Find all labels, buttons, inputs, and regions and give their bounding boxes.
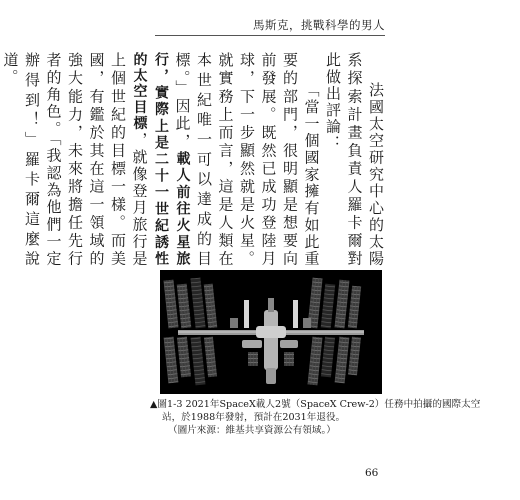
iss-illustration xyxy=(160,270,382,394)
radiator-left xyxy=(244,300,249,328)
figure-caption xyxy=(150,398,481,437)
running-title: 馬斯克，挑戰科學的男人 xyxy=(253,18,385,32)
page-number: 66 xyxy=(365,467,379,479)
caption-line-2: 站，於1988年發射，預計在2031年退役。 xyxy=(162,412,346,423)
paragraph-2-emphasis: 載人前往火星旅行，實際上是二十一世紀誘性的太空目標 xyxy=(131,52,191,267)
paragraph-2 xyxy=(0,52,322,267)
header-rule xyxy=(155,35,385,36)
caption-line-1: ▲圖1-3 2021年SpaceX載人2號（SpaceX Crew-2）任務中拍攝的國際太空 xyxy=(150,399,481,410)
body-text xyxy=(1,52,386,267)
paragraph-1: 法國太空研究中心的太陽系探索計畫負責人羅卡爾對此做出評論： xyxy=(324,52,385,267)
iss-photo xyxy=(160,270,382,394)
running-header xyxy=(155,14,385,36)
caption-credit: （圖片來源：維基共享資源公有領域。） xyxy=(168,425,336,436)
paragraph-2-rest: ，就像登月旅行是上個世紀的目標一樣。而美國，有鑑於其在這一領域的強大能力，未來將擔任先行者的角色。「我認為他們一定辦得到！」羅卡爾這麼說道。 xyxy=(1,52,149,267)
paragraph-2-quote: 「當一個國家擁有如此重要的部門，很明顯是想要向前發展。既然已成功登陸月球，下一步顯然就是火星。就實務上而言，這是人類在本世紀唯一可以達成的目標。」因此， xyxy=(173,52,321,267)
radiator-right xyxy=(293,300,298,328)
